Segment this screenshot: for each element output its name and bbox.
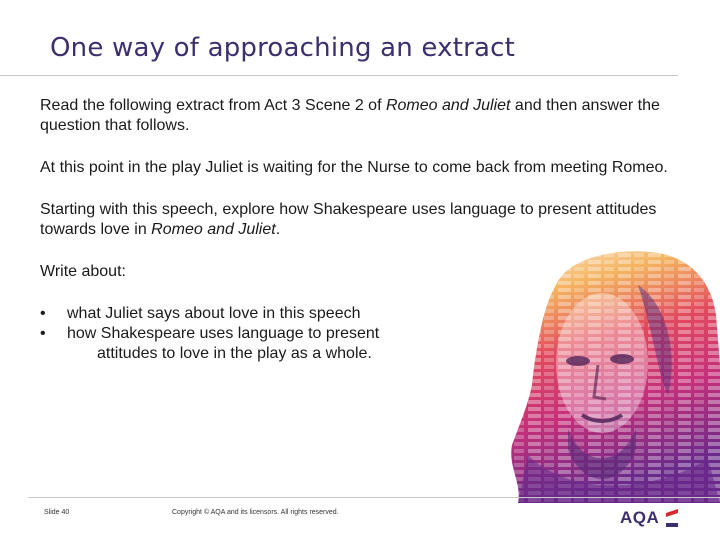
slide-title: One way of approaching an extract <box>50 33 516 63</box>
slide-number: Slide 40 <box>44 509 70 516</box>
task-paragraph <box>40 200 690 240</box>
footer-divider <box>28 497 720 498</box>
bullet-marker: • <box>40 305 46 322</box>
logo-accent-icon <box>664 509 680 529</box>
write-about-heading: Write about: <box>40 263 126 280</box>
bullet-list <box>40 304 690 364</box>
logo-text: AQA <box>620 508 660 527</box>
bullet-marker: • <box>40 325 46 342</box>
instruction-text: Read the following extract from Act 3 Scene 2 of <box>40 97 386 114</box>
play-title: Romeo and Juliet <box>385 97 511 114</box>
bullet-text: what Juliet says about love in this speech <box>67 305 361 322</box>
bullet-item <box>40 324 690 364</box>
bullet-item <box>40 304 690 324</box>
question-body <box>40 96 690 364</box>
play-title: Romeo and Juliet <box>151 221 276 238</box>
instruction-text-end: and then answer the question that follows. <box>40 97 660 134</box>
bullet-text-continued: attitudes to love in the play as a whole. <box>97 345 372 362</box>
copyright-notice: Copyright © AQA and its licensors. All rights reserved. <box>172 509 339 516</box>
task-text-end: . <box>275 221 281 238</box>
task-text: Starting with this speech, explore how Shakespeare uses language to present attitudes towards love in <box>40 201 657 238</box>
aqa-logo <box>620 508 686 530</box>
context-paragraph: At this point in the play Juliet is waiting for the Nurse to come back from meeting Romeo. <box>40 159 668 176</box>
instruction-paragraph <box>40 96 690 136</box>
bullet-text: how Shakespeare uses language to present <box>67 325 380 342</box>
title-divider <box>0 75 678 76</box>
